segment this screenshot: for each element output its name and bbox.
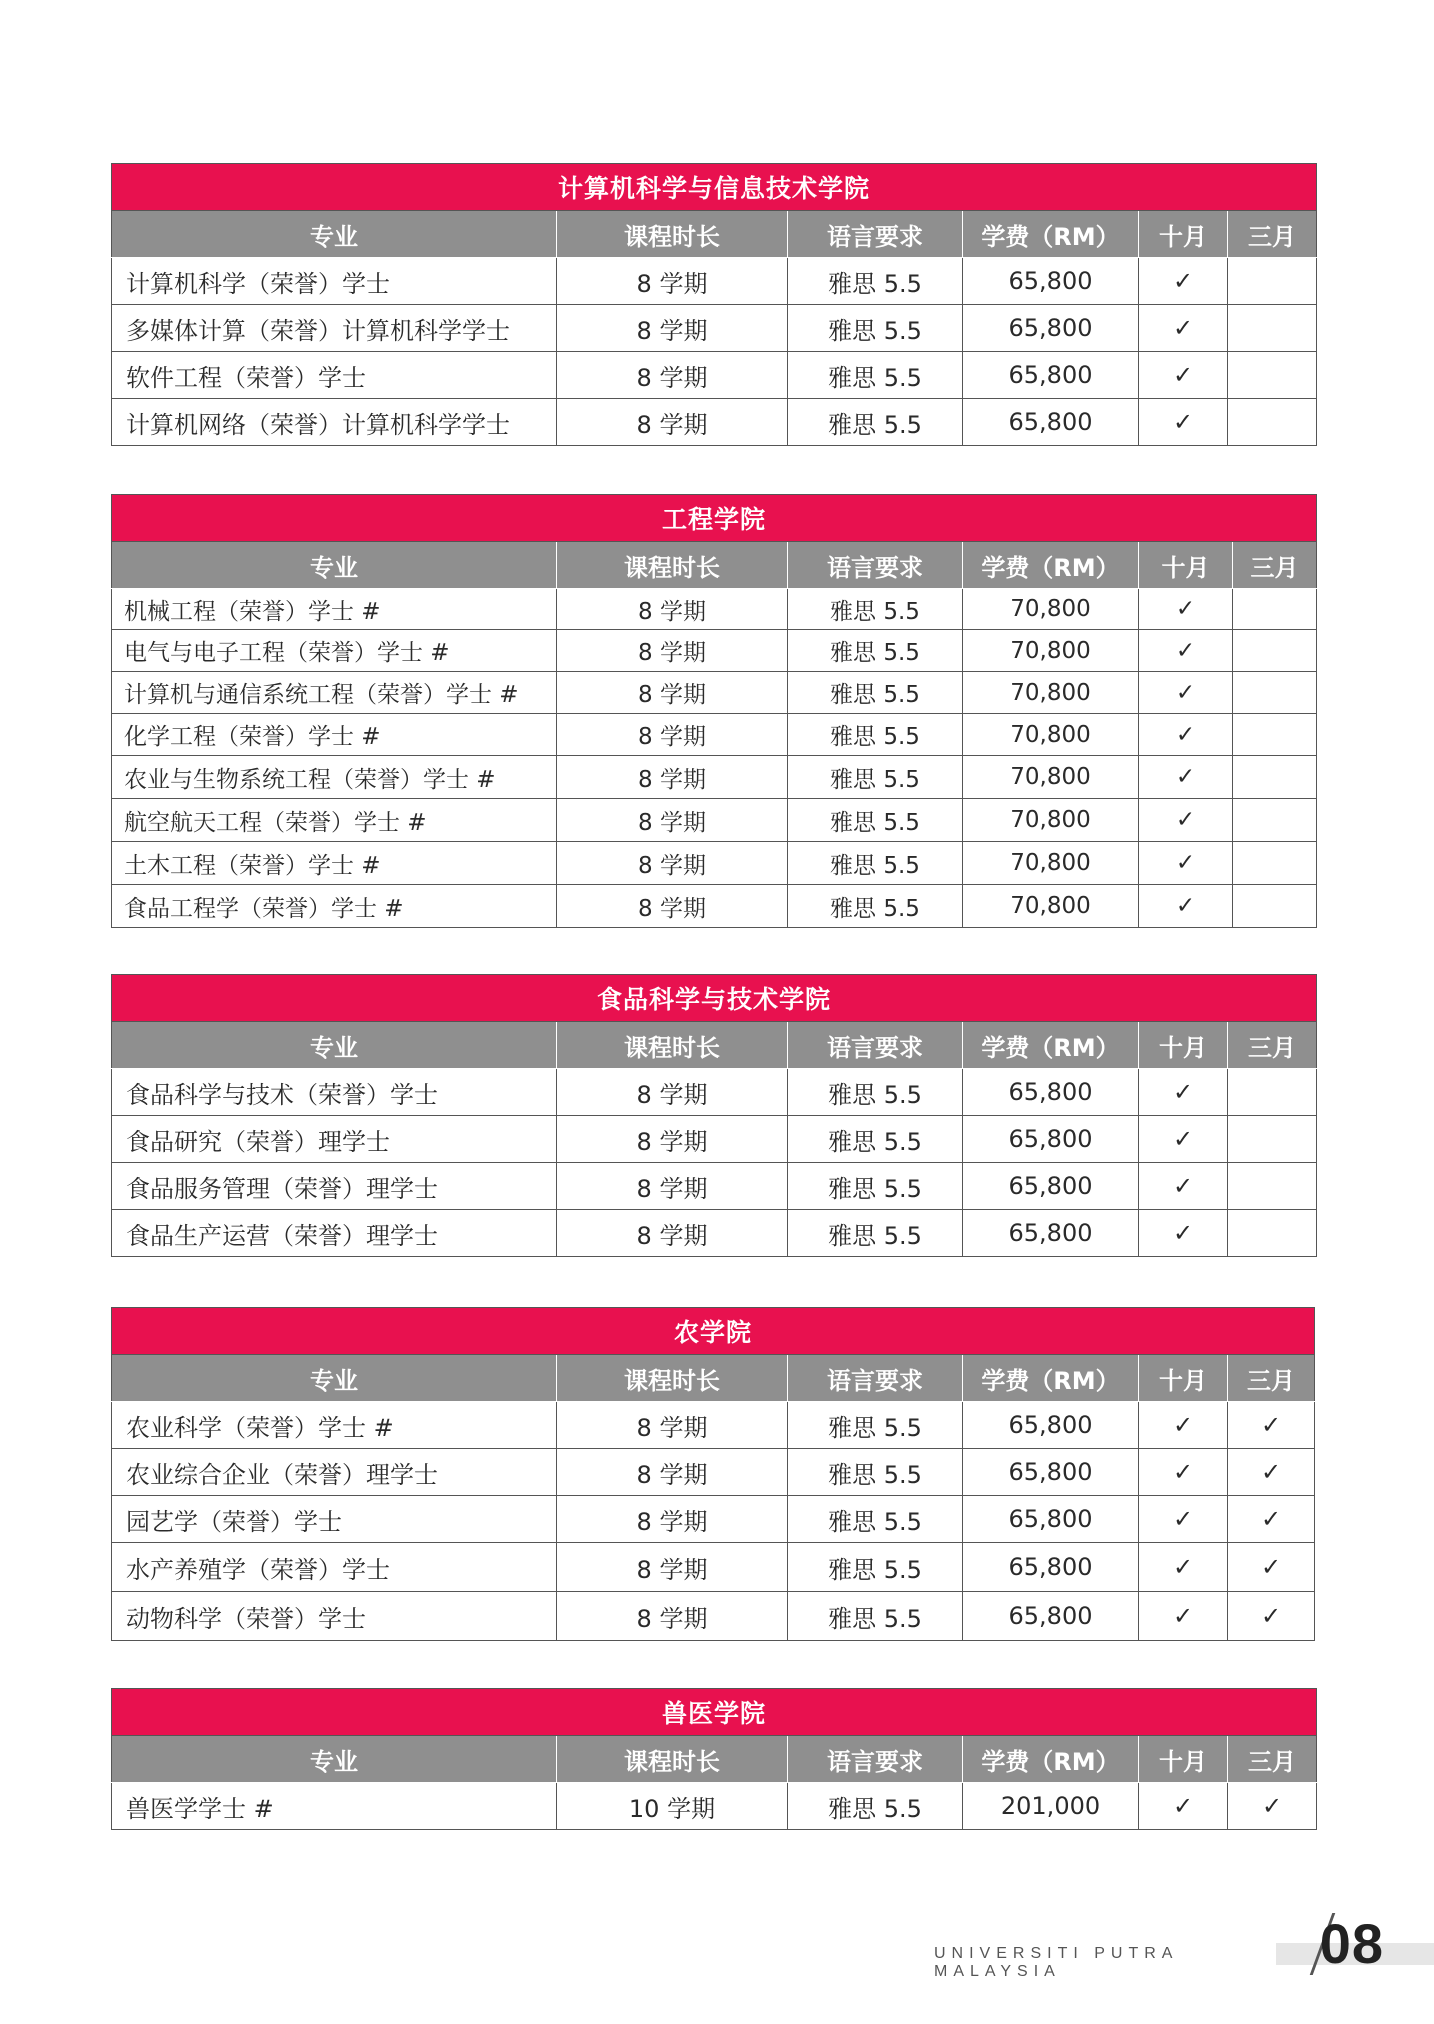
duration-cell: 8 学期 (557, 1402, 788, 1449)
faculty-table-computer-science (111, 163, 1317, 446)
col-header-duration: 课程时长 (557, 1022, 788, 1069)
language-cell: 雅思 5.5 (788, 1496, 963, 1543)
col-header-mar: 三月 (1233, 542, 1317, 589)
duration-cell: 8 学期 (557, 1592, 788, 1641)
oct-check-mark: ✓ (1139, 1592, 1228, 1641)
fee-cell: 65,800 (963, 1069, 1139, 1116)
mar-check-mark (1228, 1069, 1317, 1116)
oct-check-mark: ✓ (1139, 1543, 1228, 1592)
duration-cell: 8 学期 (557, 1116, 788, 1163)
faculty-title: 计算机科学与信息技术学院 (112, 164, 1317, 211)
table-row (112, 1116, 1317, 1163)
duration-cell: 8 学期 (557, 842, 788, 885)
major-cell: 计算机网络（荣誉）计算机科学学士 (112, 399, 557, 446)
oct-check-mark: ✓ (1139, 799, 1233, 842)
mar-check-mark (1228, 352, 1317, 399)
col-header-oct: 十月 (1139, 211, 1228, 258)
language-cell: 雅思 5.5 (788, 756, 963, 799)
table-row (112, 885, 1317, 928)
col-header-language: 语言要求 (788, 211, 963, 258)
fee-cell: 65,800 (963, 1543, 1139, 1592)
major-cell: 食品服务管理（荣誉）理学士 (112, 1163, 557, 1210)
table-row (112, 1449, 1315, 1496)
major-cell: 软件工程（荣誉）学士 (112, 352, 557, 399)
col-header-fee: 学费（RM） (963, 1355, 1139, 1402)
col-header-mar: 三月 (1228, 1022, 1317, 1069)
fee-cell: 65,800 (963, 1449, 1139, 1496)
table-row (112, 799, 1317, 842)
col-header-fee: 学费（RM） (963, 211, 1139, 258)
oct-check-mark: ✓ (1139, 1783, 1228, 1830)
language-cell: 雅思 5.5 (788, 1116, 963, 1163)
duration-cell: 8 学期 (557, 885, 788, 928)
faculty-title: 兽医学院 (112, 1689, 1317, 1736)
fee-cell: 70,800 (963, 842, 1139, 885)
oct-check-mark: ✓ (1139, 399, 1228, 446)
language-cell: 雅思 5.5 (788, 842, 963, 885)
mar-check-mark: ✓ (1228, 1449, 1315, 1496)
language-cell: 雅思 5.5 (788, 1069, 963, 1116)
col-header-major: 专业 (112, 1022, 557, 1069)
major-cell: 兽医学学士 # (112, 1783, 557, 1830)
language-cell: 雅思 5.5 (788, 1592, 963, 1641)
fee-cell: 70,800 (963, 714, 1139, 756)
table-row (112, 630, 1317, 672)
duration-cell: 8 学期 (557, 1163, 788, 1210)
major-cell: 土木工程（荣誉）学士 # (112, 842, 557, 885)
col-header-oct: 十月 (1139, 1355, 1228, 1402)
page-number: 08 (1319, 1912, 1384, 1975)
major-cell: 计算机与通信系统工程（荣誉）学士 # (112, 672, 557, 714)
table-row (112, 1069, 1317, 1116)
mar-check-mark (1233, 589, 1317, 630)
mar-check-mark: ✓ (1228, 1543, 1315, 1592)
table-row (112, 1402, 1315, 1449)
oct-check-mark: ✓ (1139, 842, 1233, 885)
fee-cell: 65,800 (963, 399, 1139, 446)
fee-cell: 70,800 (963, 799, 1139, 842)
faculty-table-engineering (111, 494, 1317, 928)
major-cell: 计算机科学（荣誉）学士 (112, 258, 557, 305)
language-cell: 雅思 5.5 (788, 589, 963, 630)
fee-cell: 65,800 (963, 352, 1139, 399)
table-row (112, 1592, 1315, 1641)
faculty-title: 食品科学与技术学院 (112, 975, 1317, 1022)
mar-check-mark: ✓ (1228, 1592, 1315, 1641)
language-cell: 雅思 5.5 (788, 399, 963, 446)
fee-cell: 70,800 (963, 589, 1139, 630)
col-header-oct: 十月 (1139, 1022, 1228, 1069)
fee-cell: 65,800 (963, 1210, 1139, 1257)
major-cell: 化学工程（荣誉）学士 # (112, 714, 557, 756)
duration-cell: 8 学期 (557, 1210, 788, 1257)
faculty-title: 农学院 (112, 1308, 1315, 1355)
table-row (112, 1163, 1317, 1210)
mar-check-mark (1233, 714, 1317, 756)
table-row (112, 589, 1317, 630)
language-cell: 雅思 5.5 (788, 1163, 963, 1210)
language-cell: 雅思 5.5 (788, 1402, 963, 1449)
col-header-language: 语言要求 (788, 1736, 963, 1783)
fee-cell: 65,800 (963, 1496, 1139, 1543)
col-header-fee: 学费（RM） (963, 542, 1139, 589)
language-cell: 雅思 5.5 (788, 630, 963, 672)
faculty-title: 工程学院 (112, 495, 1317, 542)
fee-cell: 65,800 (963, 305, 1139, 352)
table-row (112, 1210, 1317, 1257)
language-cell: 雅思 5.5 (788, 799, 963, 842)
faculty-table-food-science (111, 974, 1317, 1257)
col-header-oct: 十月 (1139, 542, 1233, 589)
duration-cell: 8 学期 (557, 672, 788, 714)
major-cell: 机械工程（荣誉）学士 # (112, 589, 557, 630)
table-row (112, 756, 1317, 799)
col-header-language: 语言要求 (788, 1022, 963, 1069)
oct-check-mark: ✓ (1139, 672, 1233, 714)
col-header-mar: 三月 (1228, 211, 1317, 258)
language-cell: 雅思 5.5 (788, 885, 963, 928)
duration-cell: 8 学期 (557, 714, 788, 756)
fee-cell: 70,800 (963, 756, 1139, 799)
fee-cell: 70,800 (963, 630, 1139, 672)
fee-cell: 65,800 (963, 1592, 1139, 1641)
oct-check-mark: ✓ (1139, 714, 1233, 756)
col-header-duration: 课程时长 (557, 211, 788, 258)
table-row (112, 399, 1317, 446)
duration-cell: 8 学期 (557, 589, 788, 630)
oct-check-mark: ✓ (1139, 1210, 1228, 1257)
fee-cell: 65,800 (963, 1163, 1139, 1210)
table-row (112, 842, 1317, 885)
col-header-language: 语言要求 (788, 542, 963, 589)
mar-check-mark (1233, 885, 1317, 928)
mar-check-mark: ✓ (1228, 1496, 1315, 1543)
fee-cell: 65,800 (963, 258, 1139, 305)
col-header-duration: 课程时长 (557, 1355, 788, 1402)
language-cell: 雅思 5.5 (788, 305, 963, 352)
oct-check-mark: ✓ (1139, 1496, 1228, 1543)
duration-cell: 8 学期 (557, 630, 788, 672)
language-cell: 雅思 5.5 (788, 1543, 963, 1592)
language-cell: 雅思 5.5 (788, 352, 963, 399)
major-cell: 航空航天工程（荣誉）学士 # (112, 799, 557, 842)
table-row (112, 1783, 1317, 1830)
col-header-major: 专业 (112, 1736, 557, 1783)
table-row (112, 258, 1317, 305)
oct-check-mark: ✓ (1139, 1402, 1228, 1449)
mar-check-mark: ✓ (1228, 1783, 1317, 1830)
major-cell: 动物科学（荣誉）学士 (112, 1592, 557, 1641)
page-footer (934, 1905, 1434, 1980)
language-cell: 雅思 5.5 (788, 1783, 963, 1830)
duration-cell: 10 学期 (557, 1783, 788, 1830)
duration-cell: 8 学期 (557, 1069, 788, 1116)
table-row (112, 672, 1317, 714)
oct-check-mark: ✓ (1139, 352, 1228, 399)
mar-check-mark (1228, 305, 1317, 352)
major-cell: 食品科学与技术（荣誉）学士 (112, 1069, 557, 1116)
mar-check-mark (1233, 630, 1317, 672)
language-cell: 雅思 5.5 (788, 672, 963, 714)
mar-check-mark (1233, 756, 1317, 799)
table-row (112, 1496, 1315, 1543)
fee-cell: 70,800 (963, 672, 1139, 714)
mar-check-mark (1228, 258, 1317, 305)
oct-check-mark: ✓ (1139, 756, 1233, 799)
mar-check-mark (1233, 842, 1317, 885)
major-cell: 多媒体计算（荣誉）计算机科学学士 (112, 305, 557, 352)
duration-cell: 8 学期 (557, 1496, 788, 1543)
language-cell: 雅思 5.5 (788, 1449, 963, 1496)
major-cell: 农业综合企业（荣誉）理学士 (112, 1449, 557, 1496)
mar-check-mark (1228, 399, 1317, 446)
oct-check-mark: ✓ (1139, 305, 1228, 352)
oct-check-mark: ✓ (1139, 258, 1228, 305)
oct-check-mark: ✓ (1139, 1449, 1228, 1496)
duration-cell: 8 学期 (557, 305, 788, 352)
language-cell: 雅思 5.5 (788, 714, 963, 756)
oct-check-mark: ✓ (1139, 1163, 1228, 1210)
table-row (112, 714, 1317, 756)
faculty-table-veterinary (111, 1688, 1317, 1830)
major-cell: 食品工程学（荣誉）学士 # (112, 885, 557, 928)
table-row (112, 352, 1317, 399)
major-cell: 农业科学（荣誉）学士 # (112, 1402, 557, 1449)
fee-cell: 70,800 (963, 885, 1139, 928)
duration-cell: 8 学期 (557, 799, 788, 842)
fee-cell: 201,000 (963, 1783, 1139, 1830)
col-header-duration: 课程时长 (557, 1736, 788, 1783)
major-cell: 食品生产运营（荣誉）理学士 (112, 1210, 557, 1257)
oct-check-mark: ✓ (1139, 589, 1233, 630)
mar-check-mark: ✓ (1228, 1402, 1315, 1449)
col-header-mar: 三月 (1228, 1355, 1315, 1402)
oct-check-mark: ✓ (1139, 630, 1233, 672)
duration-cell: 8 学期 (557, 352, 788, 399)
oct-check-mark: ✓ (1139, 1116, 1228, 1163)
duration-cell: 8 学期 (557, 1543, 788, 1592)
major-cell: 园艺学（荣誉）学士 (112, 1496, 557, 1543)
language-cell: 雅思 5.5 (788, 1210, 963, 1257)
col-header-mar: 三月 (1228, 1736, 1317, 1783)
duration-cell: 8 学期 (557, 258, 788, 305)
table-row (112, 305, 1317, 352)
language-cell: 雅思 5.5 (788, 258, 963, 305)
col-header-major: 专业 (112, 542, 557, 589)
fee-cell: 65,800 (963, 1402, 1139, 1449)
major-cell: 农业与生物系统工程（荣誉）学士 # (112, 756, 557, 799)
oct-check-mark: ✓ (1139, 885, 1233, 928)
mar-check-mark (1233, 799, 1317, 842)
col-header-duration: 课程时长 (557, 542, 788, 589)
oct-check-mark: ✓ (1139, 1069, 1228, 1116)
duration-cell: 8 学期 (557, 756, 788, 799)
table-row (112, 1543, 1315, 1592)
col-header-oct: 十月 (1139, 1736, 1228, 1783)
duration-cell: 8 学期 (557, 399, 788, 446)
col-header-fee: 学费（RM） (963, 1736, 1139, 1783)
col-header-fee: 学费（RM） (963, 1022, 1139, 1069)
major-cell: 水产养殖学（荣誉）学士 (112, 1543, 557, 1592)
mar-check-mark (1228, 1116, 1317, 1163)
fee-cell: 65,800 (963, 1116, 1139, 1163)
university-name: UNIVERSITI PUTRA MALAYSIA (934, 1945, 1178, 1980)
faculty-table-agriculture (111, 1307, 1315, 1641)
major-cell: 食品研究（荣誉）理学士 (112, 1116, 557, 1163)
col-header-major: 专业 (112, 211, 557, 258)
duration-cell: 8 学期 (557, 1449, 788, 1496)
mar-check-mark (1228, 1163, 1317, 1210)
mar-check-mark (1228, 1210, 1317, 1257)
col-header-major: 专业 (112, 1355, 557, 1402)
major-cell: 电气与电子工程（荣誉）学士 # (112, 630, 557, 672)
col-header-language: 语言要求 (788, 1355, 963, 1402)
mar-check-mark (1233, 672, 1317, 714)
